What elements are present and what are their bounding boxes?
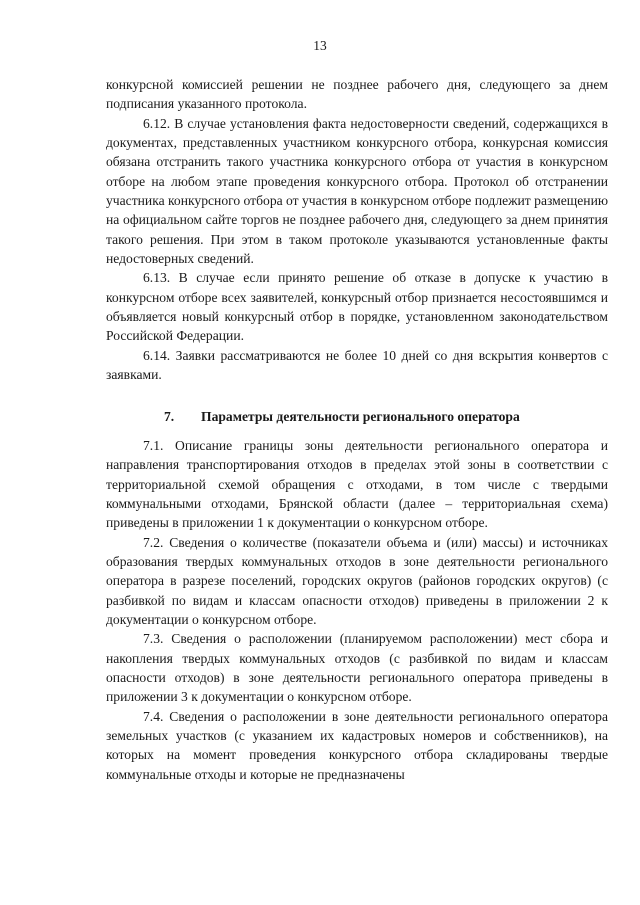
section-heading xyxy=(106,407,608,426)
paragraph-7-3: 7.3. Сведения о расположении (планируемом расположении) мест сбора и накопления твердых коммунальных отходов (с разбивкой по видам и классам опасности отходов) в зоне деятельности регионального оператора приведены в приложении 3 к документации о конкурсном отборе. xyxy=(106,631,608,705)
section-number: 7. xyxy=(164,408,175,424)
paragraph-7-2: 7.2. Сведения о количестве (показатели объема и (или) массы) и источниках образования твердых коммунальных отходов в зоне деятельности регионального оператора в разрезе поселений, городских округов (районов городских округов) (с разбивкой по видам и классам опасности отходов) приведены в приложении 2 к документации о конкурсном отборе. xyxy=(106,534,608,627)
paragraph-6-12: 6.12. В случае установления факта недостоверности сведений, содержащихся в документах, представленных участником конкурсного отбора, конкурсная комиссия обязана отстранить такого участника конкурсного отбора от участия в конкурсном отборе на любом этапе проведения конкурсного отбора. Протокол об отстранении участника конкурсного отбора от участия в конкурсном отборе подлежит размещению на официальном сайте торгов не позднее рабочего дня, следующего за днем принятия такого решения. При этом в таком протоколе указываются установленные факты недостоверных сведений. xyxy=(106,115,608,267)
paragraph-7-1: 7.1. Описание границы зоны деятельности регионального оператора и направления транспортирования отходов в пределах этой зоны в соответствии с территориальной схемой обращения с отходами, в том числе с твердыми коммунальными отходами, Брянской области (далее – территориальная схема) приведены в приложении 1 к документации о конкурсном отборе. xyxy=(106,437,608,531)
paragraph-6-13: 6.13. В случае если принято решение об отказе в допуске к участию в конкурсном отборе всех заявителей, конкурсный отбор признается несостоявшимся и объявляется новый конкурсный отбор в порядке, установленном законодательством Российской Федерации. xyxy=(106,270,608,344)
paragraph-6-14: 6.14. Заявки рассматриваются не более 10 дней со дня вскрытия конвертов с заявками. xyxy=(106,347,608,383)
document-body xyxy=(106,75,608,784)
paragraph-continuation: конкурсной комиссией решении не позднее рабочего дня, следующего за днем подписания указанного протокола. xyxy=(106,77,608,112)
page-number: 13 xyxy=(313,38,327,53)
section-title: Параметры деятельности регионального оператора xyxy=(201,408,520,424)
paragraph-7-4: 7.4. Сведения о расположении в зоне деятельности регионального оператора земельных участков (с указанием их кадастровых номеров и собственников), на которых на момент проведения конкурсного отбора складированы твердые коммунальные отходы и которые не предназначены xyxy=(106,708,608,782)
